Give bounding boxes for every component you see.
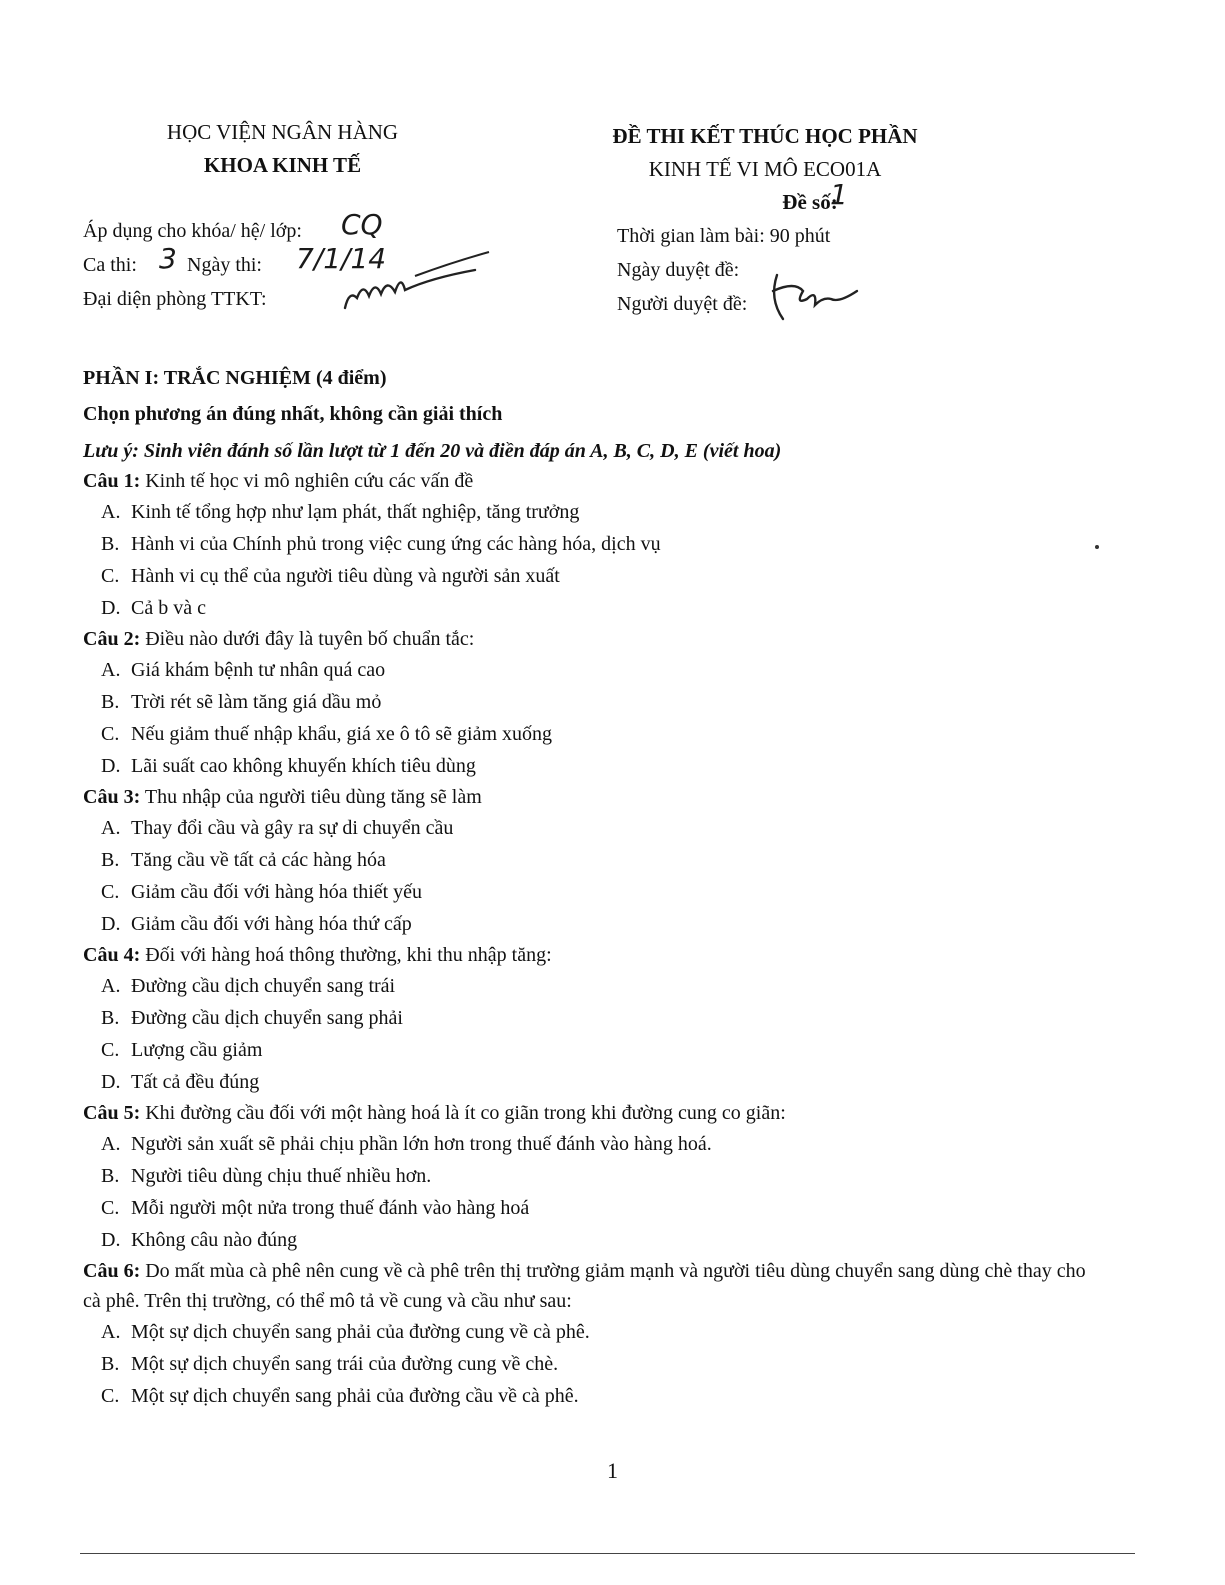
exam-code-line (590, 178, 940, 219)
option-a (83, 1316, 1103, 1348)
option-letter: A. (101, 1321, 121, 1343)
option-letter: A. (101, 501, 121, 523)
option-letter: A. (101, 1133, 121, 1155)
option-c (83, 876, 1103, 908)
option-text: Mỗi người một nửa trong thuế đánh vào hàng hoá (131, 1197, 530, 1219)
section-title: PHẦN I: TRẮC NGHIỆM (4 điểm) (83, 367, 387, 389)
option-a (83, 970, 1103, 1002)
option-text: Trời rét sẽ làm tăng giá dầu mỏ (131, 691, 382, 713)
shift-handwritten: 3 (159, 242, 177, 275)
option-letter: B. (101, 533, 120, 555)
applies-label: Áp dụng cho khóa/ hệ/ lớp: (83, 220, 302, 242)
option-text: Giảm cầu đối với hàng hóa thứ cấp (131, 913, 412, 935)
option-b (83, 1002, 1103, 1034)
date-handwritten: 7/1/14 (296, 242, 387, 275)
question-6 (83, 1256, 1103, 1412)
question-number: Câu 6: (83, 1260, 141, 1282)
duration-text: Thời gian làm bài: 90 phút (617, 225, 831, 247)
option-d (83, 908, 1103, 940)
question-text: Kinh tế học vi mô nghiên cứu các vấn đề (145, 470, 474, 492)
option-b (83, 1348, 1103, 1380)
option-letter: B. (101, 1353, 120, 1375)
approval-date-row (617, 253, 1137, 287)
option-letter: A. (101, 975, 121, 997)
option-a (83, 654, 1103, 686)
option-text: Thay đổi cầu và gây ra sự di chuyển cầu (131, 817, 454, 839)
option-text: Cả b và c (131, 597, 206, 619)
course-name: KINH TẾ VI MÔ ECO01A (648, 157, 882, 181)
approver-row (617, 287, 1137, 321)
institution-name: HỌC VIỆN NGÂN HÀNG (166, 120, 399, 144)
option-b (83, 528, 1103, 560)
option-letter: C. (101, 1197, 120, 1219)
option-letter: B. (101, 849, 120, 871)
option-text: Lãi suất cao không khuyến khích tiêu dùng (131, 755, 476, 777)
option-a (83, 812, 1103, 844)
page-number: 1 (607, 1458, 618, 1483)
option-text: Kinh tế tổng hợp như lạm phát, thất nghiệp, tăng trưởng (131, 501, 580, 523)
header-left (140, 116, 425, 182)
option-a (83, 496, 1103, 528)
option-d (83, 1224, 1103, 1256)
approver-label: Người duyệt đề: (617, 293, 748, 315)
option-text: Đường cầu dịch chuyển sang trái (131, 975, 396, 997)
option-a (83, 1128, 1103, 1160)
option-d (83, 1066, 1103, 1098)
option-letter: D. (101, 755, 121, 777)
faculty-name: KHOA KINH TẾ (203, 153, 362, 177)
question-text: Đối với hàng hoá thông thường, khi thu nhập tăng: (145, 944, 552, 966)
option-letter: B. (101, 1165, 120, 1187)
shift-label: Ca thi: (83, 254, 137, 276)
option-text: Một sự dịch chuyển sang phải của đường cung về cà phê. (131, 1321, 590, 1343)
rep-label: Đại diện phòng TTKT: (83, 288, 267, 310)
option-letter: B. (101, 691, 120, 713)
question-list (83, 466, 1103, 1412)
option-c (83, 560, 1103, 592)
option-text: Hành vi của Chính phủ trong việc cung ứng các hàng hóa, dịch vụ (131, 533, 661, 555)
stray-dot (1095, 545, 1099, 549)
option-d (83, 750, 1103, 782)
header-right (590, 120, 940, 219)
question-number: Câu 1: (83, 470, 141, 492)
section-instruction: Chọn phương án đúng nhất, không cần giải thích (83, 403, 503, 425)
question-text: Do mất mùa cà phê nên cung về cà phê trên thị trường giảm mạnh và người tiêu dùng chuyển sang dùng chè thay cho cà phê. Trên thị trường, có thể mô tả về cung và cầu như sau: (83, 1260, 1086, 1312)
question-3 (83, 782, 1103, 940)
option-letter: D. (101, 1071, 121, 1093)
question-2 (83, 624, 1103, 782)
exam-title: ĐỀ THI KẾT THÚC HỌC PHẦN (612, 124, 918, 148)
question-number: Câu 4: (83, 944, 141, 966)
option-c (83, 718, 1103, 750)
option-text: Người tiêu dùng chịu thuế nhiều hơn. (131, 1165, 432, 1187)
option-text: Một sự dịch chuyển sang trái của đường cung về chè. (131, 1353, 559, 1375)
option-text: Người sản xuất sẽ phải chịu phần lớn hơn trong thuế đánh vào hàng hoá. (131, 1133, 712, 1155)
option-text: Hành vi cụ thể của người tiêu dùng và người sản xuất (131, 565, 560, 587)
question-number: Câu 2: (83, 628, 141, 650)
question-stem (83, 782, 1103, 812)
question-stem (83, 940, 1103, 970)
footer-divider (80, 1553, 1135, 1554)
option-text: Một sự dịch chuyển sang phải của đường cầu về cà phê. (131, 1385, 579, 1407)
option-b (83, 686, 1103, 718)
option-letter: C. (101, 1385, 120, 1407)
option-text: Giá khám bệnh tư nhân quá cao (131, 659, 386, 681)
option-c (83, 1192, 1103, 1224)
option-c (83, 1034, 1103, 1066)
question-stem (83, 1098, 1103, 1128)
shift-row (83, 242, 583, 282)
question-text: Thu nhập của người tiêu dùng tăng sẽ làm (144, 786, 482, 808)
section-note: Lưu ý: Sinh viên đánh số lần lượt từ 1 đến 20 và điền đáp án A, B, C, D, E (viết hoa) (83, 440, 782, 462)
option-letter: C. (101, 565, 120, 587)
representative-signature (341, 268, 481, 314)
question-stem (83, 1256, 1103, 1316)
question-number: Câu 3: (83, 786, 141, 808)
option-text: Nếu giảm thuế nhập khẩu, giá xe ô tô sẽ giảm xuống (131, 723, 553, 745)
option-text: Đường cầu dịch chuyển sang phải (131, 1007, 403, 1029)
option-text: Lượng cầu giảm (131, 1039, 263, 1061)
question-stem (83, 466, 1103, 496)
option-text: Giảm cầu đối với hàng hóa thiết yếu (131, 881, 423, 903)
date-label: Ngày thi: (187, 254, 262, 276)
question-number: Câu 5: (83, 1102, 141, 1124)
option-letter: D. (101, 597, 121, 619)
option-d (83, 592, 1103, 624)
option-c (83, 1380, 1103, 1412)
exam-code-label: Đề số: (782, 190, 838, 214)
approver-signature (765, 269, 861, 323)
question-1 (83, 466, 1103, 624)
option-letter: C. (101, 1039, 120, 1061)
applies-handwritten: CQ (341, 208, 383, 241)
option-text: Không câu nào đúng (131, 1229, 298, 1251)
option-letter: A. (101, 659, 121, 681)
question-4 (83, 940, 1103, 1098)
option-b (83, 1160, 1103, 1192)
option-text: Tăng cầu về tất cả các hàng hóa (131, 849, 386, 871)
option-text: Tất cả đều đúng (131, 1071, 260, 1093)
option-letter: B. (101, 1007, 120, 1029)
exam-code-handwritten: 1 (830, 178, 848, 211)
option-letter: C. (101, 723, 120, 745)
rep-row (83, 282, 583, 316)
option-letter: A. (101, 817, 121, 839)
info-right (617, 219, 1137, 321)
info-left (83, 208, 583, 316)
question-text: Khi đường cầu đối với một hàng hoá là ít co giãn trong khi đường cung co giãn: (145, 1102, 786, 1124)
approval-date-label: Ngày duyệt đề: (617, 259, 740, 281)
duration-row (617, 219, 1137, 253)
option-letter: D. (101, 913, 121, 935)
option-letter: D. (101, 1229, 121, 1251)
question-text: Điều nào dưới đây là tuyên bố chuẩn tắc: (145, 628, 475, 650)
option-letter: C. (101, 881, 120, 903)
question-stem (83, 624, 1103, 654)
option-b (83, 844, 1103, 876)
question-5 (83, 1098, 1103, 1256)
